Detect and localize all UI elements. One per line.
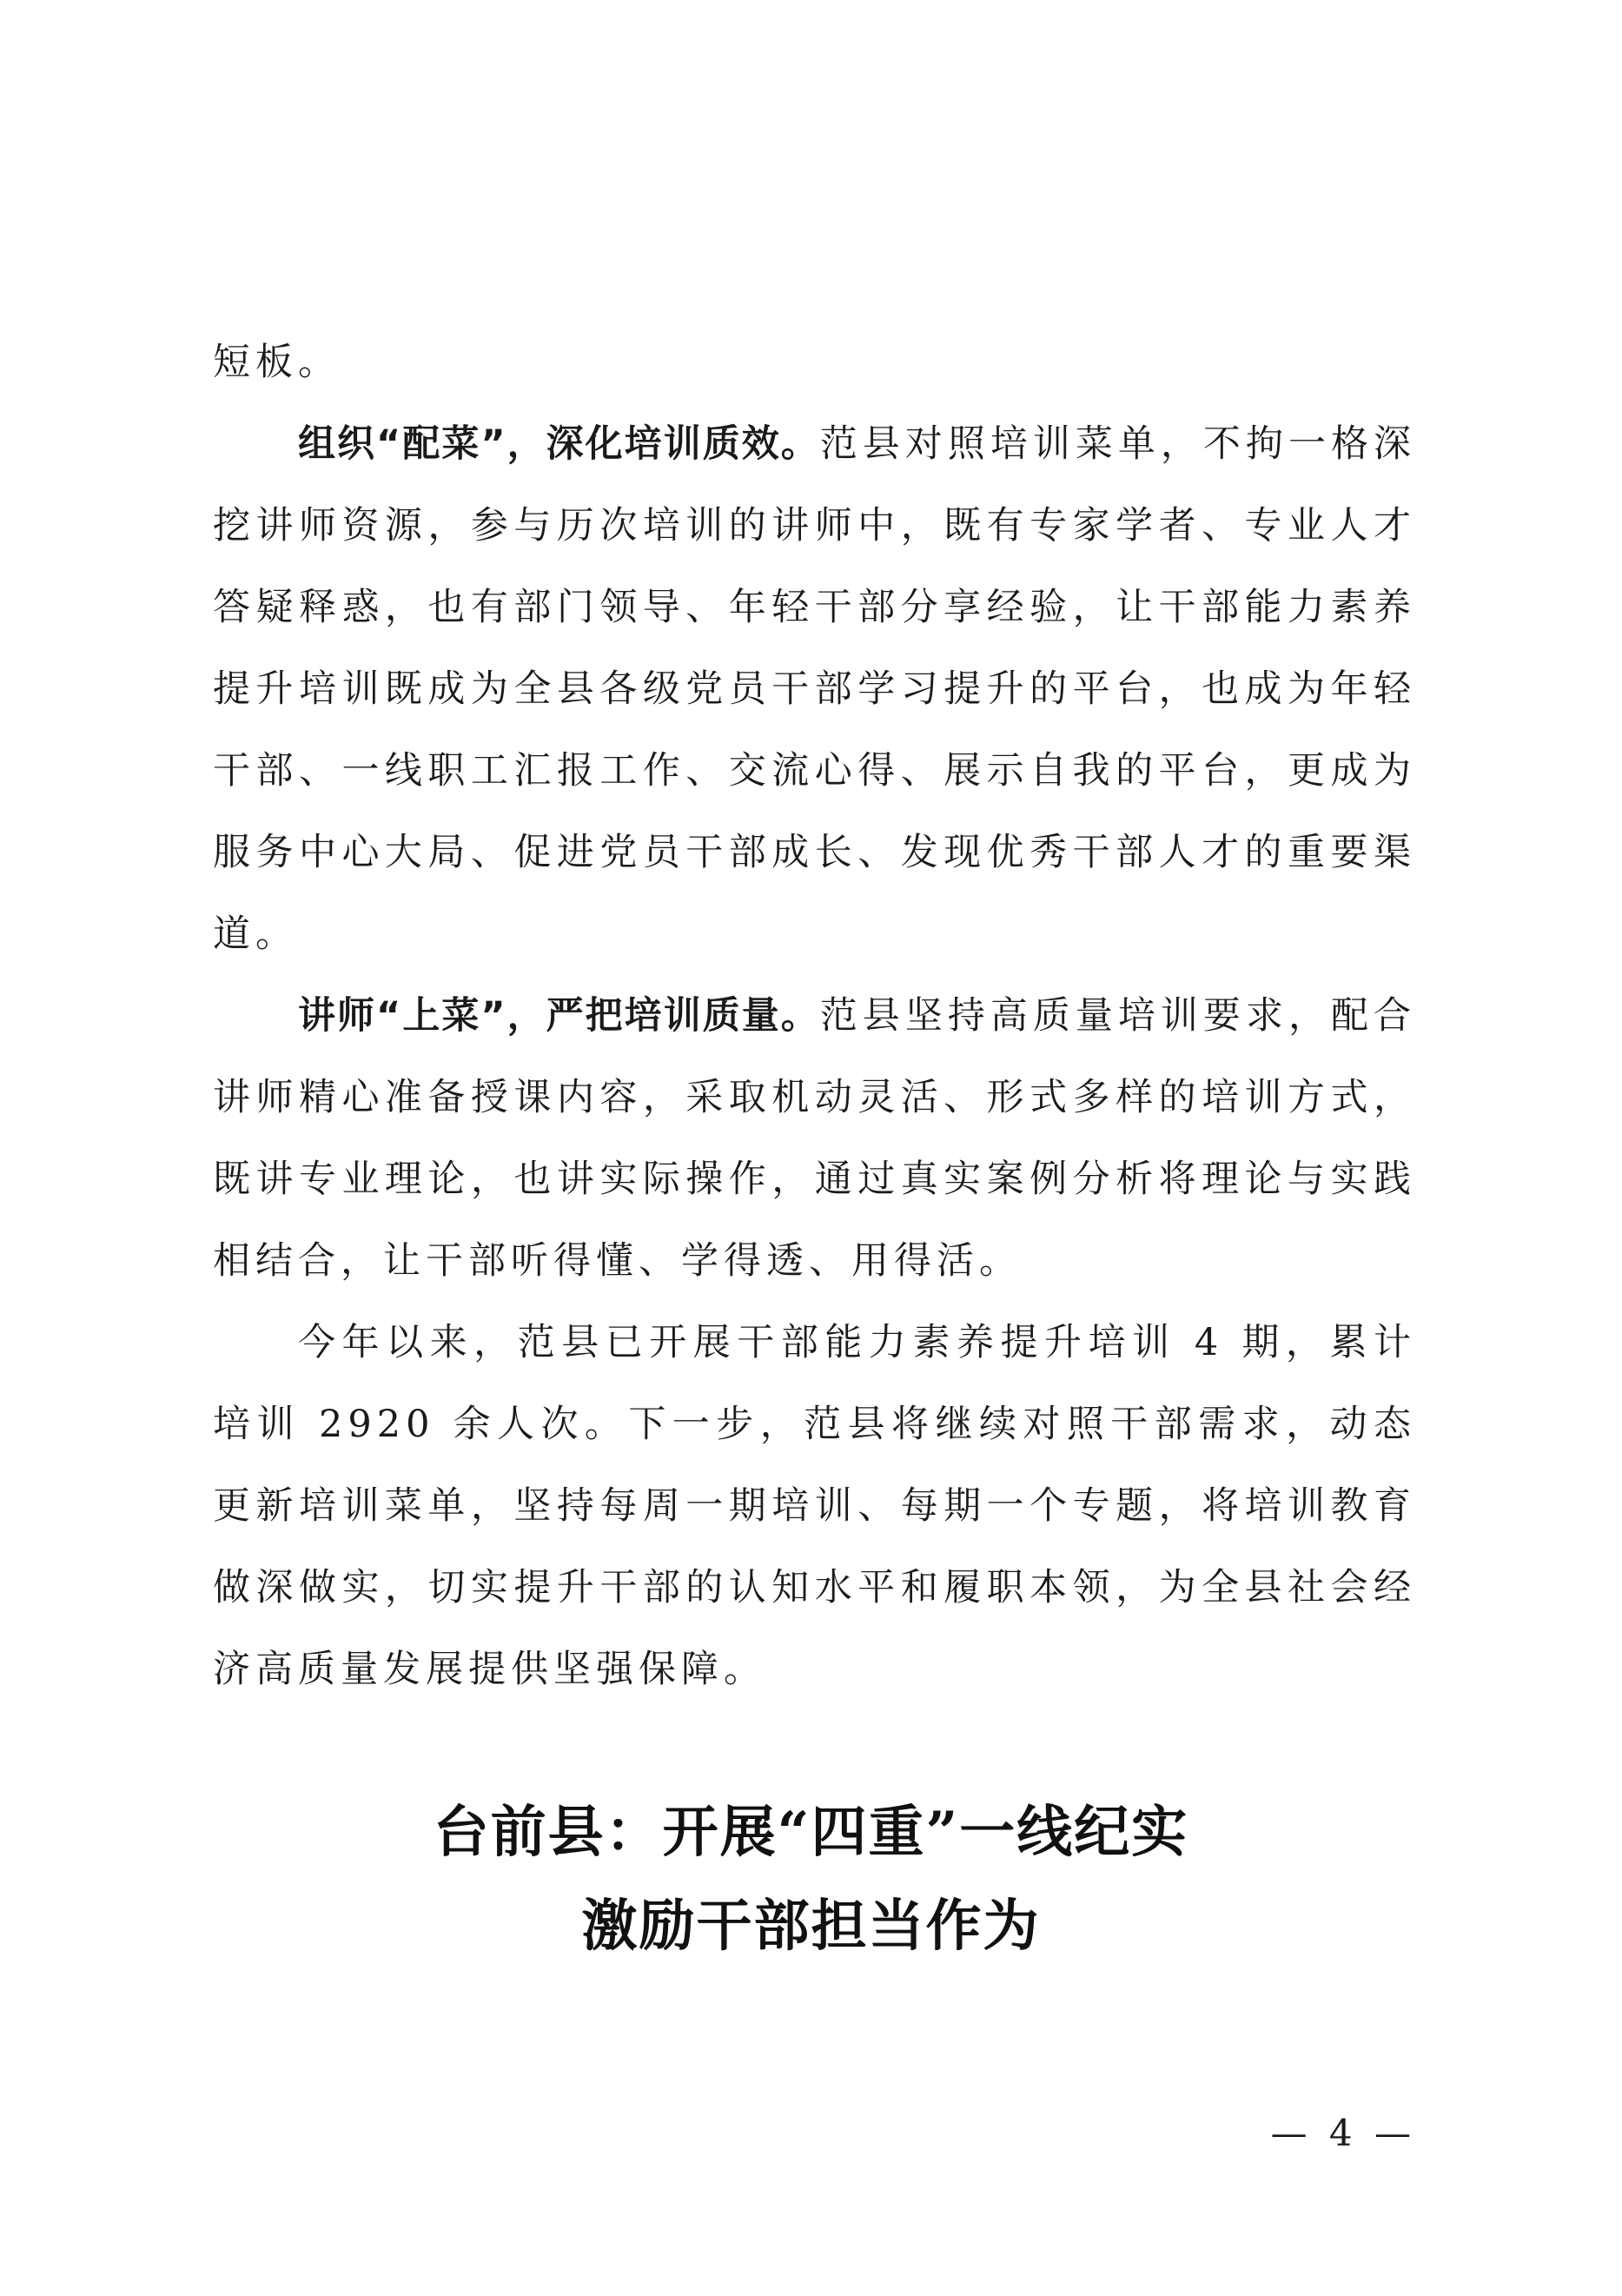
section-paragraph-lecturer	[213, 975, 1416, 1302]
section-body-lecturer: 范县坚持高质量培训要求，配合讲师精心准备授课内容，采取机动灵活、形式多样的培训方式，既讲专业理论，也讲实际操作，通过真实案例分析将理论与实践相结合，让干部听得懂、学得透、用得活。	[213, 994, 1416, 1283]
section-lead-organize: 组织“配菜”，深化培训质效。	[298, 422, 820, 466]
headline-line-1: 台前县：开展“四重”一线纪实	[433, 1800, 1189, 1865]
summary-paragraph: 今年以来，范县已开展干部能力素养提升培训 4 期，累计培训 2920 余人次。下一步，范县将继续对照干部需求，动态更新培训菜单，坚持每周一期培训、每期一个专题，将培训教育做深做实，切实提升干部的认知水平和履职本领，为全县社会经济高质量发展提供坚强保障。	[213, 1321, 1416, 1691]
section-lead-lecturer: 讲师“上菜”，严把培训质量。	[298, 994, 820, 1038]
headline-line-2: 激励干部担当作为	[581, 1894, 1041, 1959]
page-number: — 4 —	[1270, 2112, 1416, 2154]
section-paragraph-organize	[213, 403, 1416, 975]
article-body	[213, 322, 1416, 1710]
article-headline	[0, 1786, 1622, 1974]
continuation-text: 短板。	[213, 341, 341, 384]
section-body-organize: 范县对照培训菜单，不拘一格深挖讲师资源，参与历次培训的讲师中，既有专家学者、专业人才答疑释惑，也有部门领导、年轻干部分享经验，让干部能力素养提升培训既成为全县各级党员干部学习提升的平台，也成为年轻干部、一线职工汇报工作、交流心得、展示自我的平台，更成为服务中心大局、促进党员干部成长、发现优秀干部人才的重要渠道。	[213, 422, 1416, 956]
